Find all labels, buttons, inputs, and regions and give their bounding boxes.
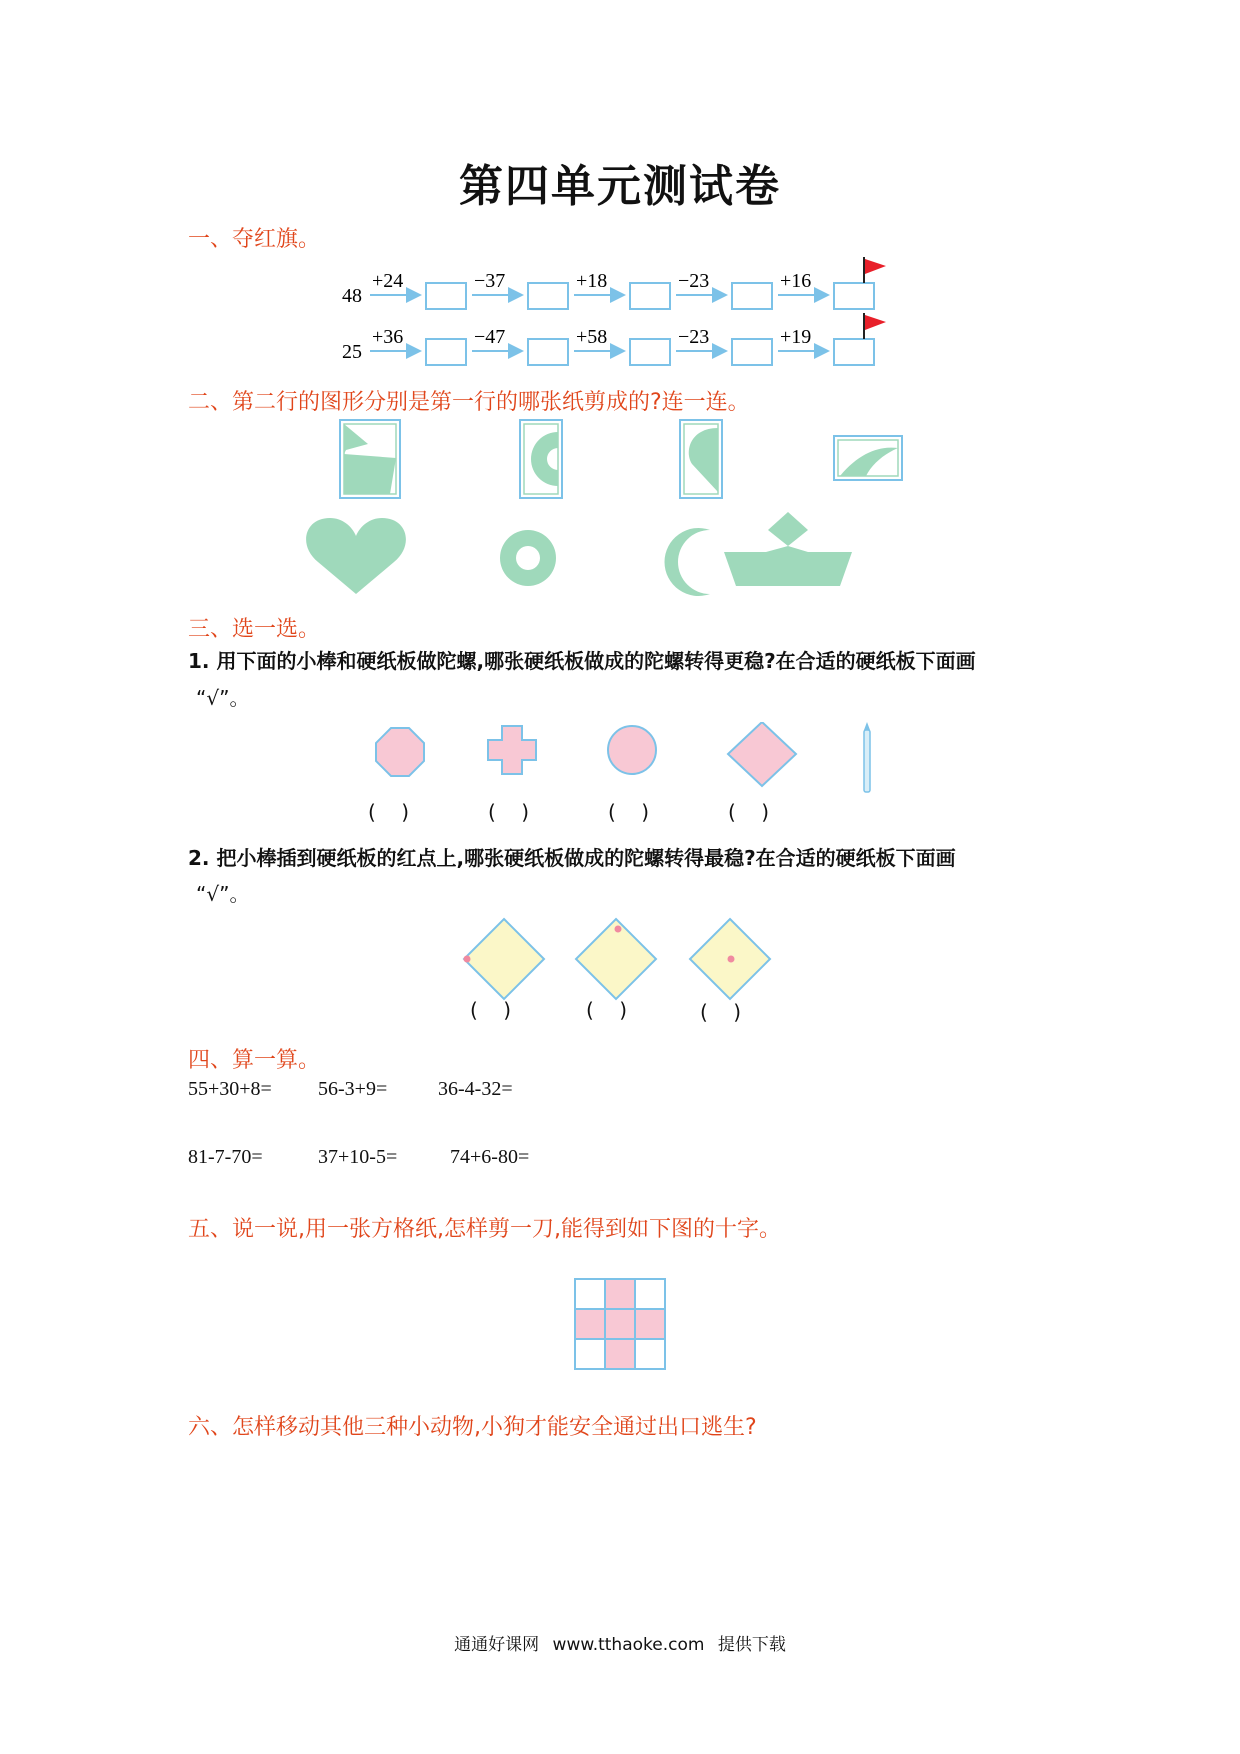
question-1-text-cont: “√”。 [196,686,250,710]
section-1-heading: 一、夺红旗。 [188,227,321,252]
footer-note: 提供下载 [717,1635,786,1655]
chain1-start: 48 [342,285,362,307]
chain2-op-5: +19 [780,326,812,348]
diamond-board-1 [464,919,544,999]
chain1-op-1: +24 [372,270,404,292]
chain2-op-2: −47 [474,326,506,348]
section-5-heading: 五、说一说,用一张方格纸,怎样剪一刀,能得到如下图的十字。 [188,1217,781,1242]
chain1-op-4: −23 [678,270,710,292]
folded-paper-3 [680,420,722,498]
red-flag-icon [864,257,886,283]
chain2-answer-box-4[interactable] [732,339,772,365]
question-2-text-cont: “√”。 [196,882,250,906]
footer [0,1630,1240,1655]
section-2-heading: 二、第二行的图形分别是第一行的哪张纸剪成的?连一连。 [188,390,750,415]
circle-board [608,726,656,774]
page-title: 第四单元测试卷 [459,161,781,212]
footer-site: 通通好课网 [454,1635,540,1655]
equation-4: 81-7-70= [188,1146,263,1168]
octagon-board [376,728,424,776]
paper-cut-matching-diagram [300,418,940,598]
chain2-op-4: −23 [678,326,710,348]
question-2-text: 2. 把小棒插到硬纸板的红点上,哪张硬纸板做成的陀螺转得最稳?在合适的硬纸板下面画 [188,846,956,870]
answer-paren-7[interactable]: ( ) [700,1000,742,1024]
chain2-answer-box-3[interactable] [630,339,670,365]
equation-2: 56-3+9= [318,1078,388,1100]
equation-5: 37+10-5= [318,1146,398,1168]
ring-shape [500,530,556,586]
question-1-text: 1. 用下面的小棒和硬纸板做陀螺,哪张硬纸板做成的陀螺转得更稳?在合适的硬纸板下面画 [188,649,976,673]
chain2-answer-box-5[interactable] [834,339,874,365]
chain1-answer-box-2[interactable] [528,283,568,309]
footer-url[interactable]: www.tthaoke.com [552,1635,705,1655]
answer-paren-3[interactable]: ( ) [608,800,650,824]
section-3-heading: 三、选一选。 [188,617,321,642]
answer-paren-6[interactable]: ( ) [586,998,628,1022]
chain1-op-2: −37 [474,270,506,292]
answer-paren-2[interactable]: ( ) [488,800,530,824]
answer-paren-1[interactable]: ( ) [368,800,410,824]
stick-icon [864,722,870,792]
cross-grid-figure [574,1278,666,1370]
answer-paren-5[interactable]: ( ) [470,998,512,1022]
chain2-op-3: +58 [576,326,608,348]
red-dot-1 [464,956,471,963]
chain1-answer-box-5[interactable] [834,283,874,309]
equation-3: 36-4-32= [438,1078,513,1100]
chain2-start: 25 [342,341,362,363]
boat-shape [724,512,852,586]
chain1-answer-box-4[interactable] [732,283,772,309]
folded-paper-1 [340,420,400,498]
chain2-op-1: +36 [372,326,404,348]
red-dot-3 [728,956,735,963]
chain1-op-5: +16 [780,270,812,292]
equation-6: 74+6-80= [450,1146,530,1168]
cross-board [488,726,536,774]
crescent-shape [665,528,710,596]
dotted-diamond-boards [460,915,790,1005]
section-4-heading: 四、算一算。 [188,1048,321,1073]
equation-1: 55+30+8= [188,1078,272,1100]
folded-paper-4 [834,436,902,480]
chain1-answer-box-3[interactable] [630,283,670,309]
chain2-answer-box-1[interactable] [426,339,466,365]
answer-paren-4[interactable]: ( ) [728,800,770,824]
folded-paper-2 [520,420,562,498]
flag-chain-diagram [330,255,930,375]
section-6-heading: 六、怎样移动其他三种小动物,小狗才能安全通过出口逃生? [188,1415,757,1440]
chain1-op-3: +18 [576,270,608,292]
chain2-answer-box-2[interactable] [528,339,568,365]
red-flag-icon [864,313,886,339]
red-dot-2 [615,926,622,933]
spinning-top-boards [370,722,890,802]
heart-shape [306,518,406,594]
diamond-board [728,722,796,786]
chain1-answer-box-1[interactable] [426,283,466,309]
